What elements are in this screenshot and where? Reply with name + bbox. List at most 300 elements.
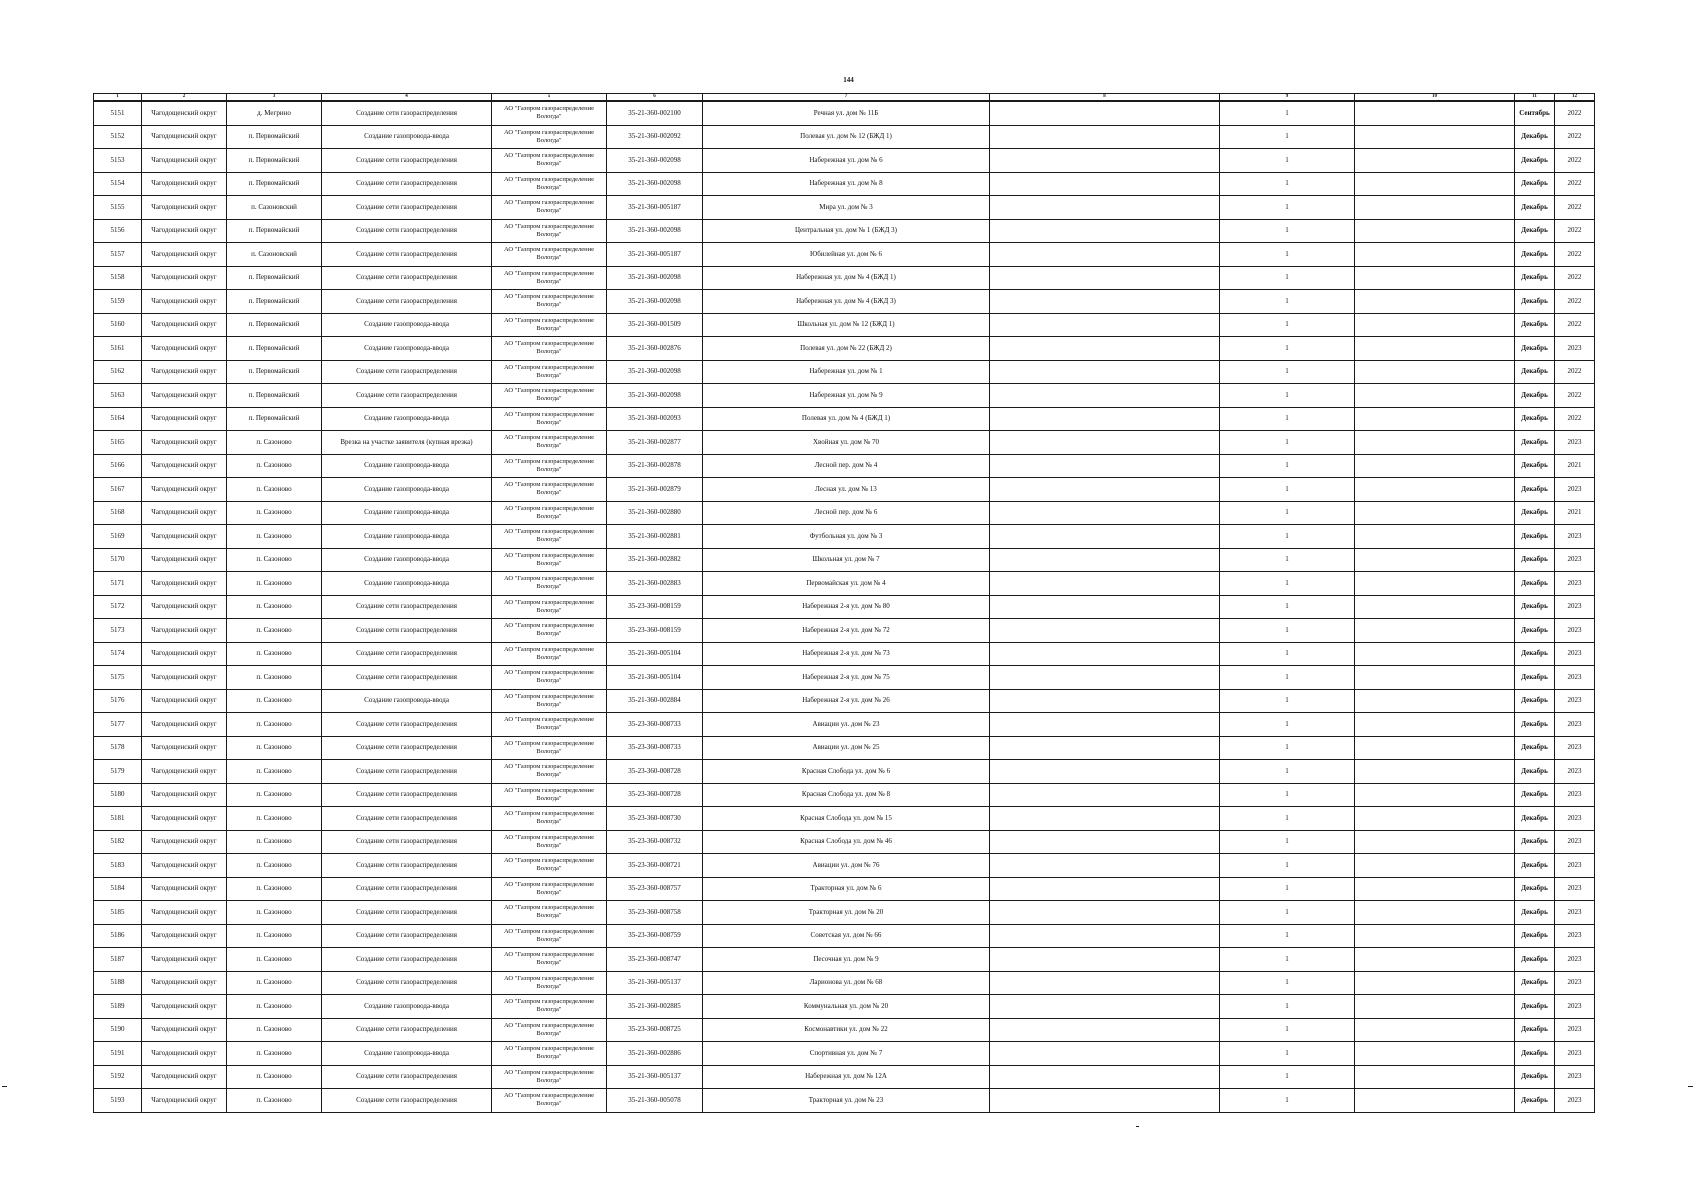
quantity-cell: 1 (1220, 1065, 1355, 1089)
column-10-cell (1355, 995, 1515, 1019)
organization-cell: АО "Газпром газораспределение Вологда" (492, 948, 607, 972)
month-cell: Декабрь (1515, 783, 1555, 807)
district-cell: Чагодощенский округ (142, 454, 227, 478)
year-cell: 2023 (1555, 478, 1595, 502)
month-cell: Декабрь (1515, 431, 1555, 455)
table-row (94, 736, 1595, 760)
row-number-cell: 5190 (94, 1018, 142, 1042)
column-number-cell: 4 (322, 94, 492, 102)
settlement-cell: п. Сазоново (227, 830, 322, 854)
code-cell: 35-21-360-002098 (607, 149, 703, 173)
code-cell: 35-23-360-008757 (607, 877, 703, 901)
district-cell: Чагодощенский округ (142, 877, 227, 901)
code-cell: 35-23-360-008758 (607, 901, 703, 925)
quantity-cell: 1 (1220, 337, 1355, 361)
column-10-cell (1355, 901, 1515, 925)
work-type-cell: Создание сети газораспределения (322, 619, 492, 643)
address-cell: Хвойная ул. дом № 70 (703, 431, 990, 455)
row-number-cell: 5159 (94, 290, 142, 314)
district-cell: Чагодощенский округ (142, 290, 227, 314)
work-type-cell: Создание сети газораспределения (322, 736, 492, 760)
organization-cell: АО "Газпром газораспределение Вологда" (492, 924, 607, 948)
year-cell: 2022 (1555, 266, 1595, 290)
month-cell: Декабрь (1515, 948, 1555, 972)
column-10-cell (1355, 478, 1515, 502)
work-type-cell: Создание сети газораспределения (322, 1018, 492, 1042)
month-cell: Декабрь (1515, 266, 1555, 290)
row-number-cell: 5177 (94, 713, 142, 737)
month-cell: Декабрь (1515, 877, 1555, 901)
month-cell: Декабрь (1515, 407, 1555, 431)
column-8-cell (990, 101, 1220, 125)
table-row (94, 971, 1595, 995)
column-10-cell (1355, 454, 1515, 478)
organization-cell: АО "Газпром газораспределение Вологда" (492, 877, 607, 901)
address-cell: Школьная ул. дом № 7 (703, 548, 990, 572)
quantity-cell: 1 (1220, 243, 1355, 267)
table-row (94, 807, 1595, 831)
column-10-cell (1355, 431, 1515, 455)
code-cell: 35-21-360-002098 (607, 219, 703, 243)
address-cell: Набережная 2-я ул. дом № 26 (703, 689, 990, 713)
row-number-cell: 5157 (94, 243, 142, 267)
district-cell: Чагодощенский округ (142, 219, 227, 243)
row-number-cell: 5163 (94, 384, 142, 408)
row-number-cell: 5178 (94, 736, 142, 760)
work-type-cell: Создание сети газораспределения (322, 243, 492, 267)
gasification-table (93, 93, 1595, 1113)
column-8-cell (990, 454, 1220, 478)
column-10-cell (1355, 948, 1515, 972)
address-cell: Авиации ул. дом № 25 (703, 736, 990, 760)
work-type-cell: Создание сети газораспределения (322, 360, 492, 384)
year-cell: 2023 (1555, 619, 1595, 643)
work-type-cell: Создание сети газораспределения (322, 172, 492, 196)
row-number-cell: 5156 (94, 219, 142, 243)
row-number-cell: 5171 (94, 572, 142, 596)
column-10-cell (1355, 572, 1515, 596)
column-8-cell (990, 689, 1220, 713)
month-cell: Декабрь (1515, 807, 1555, 831)
row-number-cell: 5184 (94, 877, 142, 901)
quantity-cell: 1 (1220, 196, 1355, 220)
quantity-cell: 1 (1220, 830, 1355, 854)
row-number-cell: 5161 (94, 337, 142, 361)
year-cell: 2023 (1555, 713, 1595, 737)
column-10-cell (1355, 407, 1515, 431)
work-type-cell: Создание сети газораспределения (322, 101, 492, 125)
quantity-cell: 1 (1220, 1042, 1355, 1066)
column-10-cell (1355, 971, 1515, 995)
quantity-cell: 1 (1220, 619, 1355, 643)
column-10-cell (1355, 760, 1515, 784)
settlement-cell: п. Сазоново (227, 971, 322, 995)
column-10-cell (1355, 290, 1515, 314)
row-number-cell: 5182 (94, 830, 142, 854)
quantity-cell: 1 (1220, 642, 1355, 666)
column-10-cell (1355, 736, 1515, 760)
settlement-cell: п. Первомайский (227, 384, 322, 408)
district-cell: Чагодощенский округ (142, 666, 227, 690)
column-8-cell (990, 713, 1220, 737)
month-cell: Декабрь (1515, 149, 1555, 173)
column-10-cell (1355, 595, 1515, 619)
table-row (94, 1018, 1595, 1042)
settlement-cell: п. Сазоново (227, 924, 322, 948)
code-cell: 35-21-360-005104 (607, 666, 703, 690)
settlement-cell: п. Сазоново (227, 689, 322, 713)
month-cell: Декабрь (1515, 713, 1555, 737)
district-cell: Чагодощенский округ (142, 619, 227, 643)
district-cell: Чагодощенский округ (142, 948, 227, 972)
district-cell: Чагодощенский округ (142, 1089, 227, 1113)
work-type-cell: Создание сети газораспределения (322, 830, 492, 854)
row-number-cell: 5174 (94, 642, 142, 666)
column-8-cell (990, 1065, 1220, 1089)
address-cell: Набережная ул. дом № 4 (БЖД 3) (703, 290, 990, 314)
table-row (94, 948, 1595, 972)
code-cell: 35-21-360-002098 (607, 290, 703, 314)
month-cell: Декабрь (1515, 196, 1555, 220)
table-row (94, 1089, 1595, 1113)
column-10-cell (1355, 525, 1515, 549)
work-type-cell: Создание сети газораспределения (322, 642, 492, 666)
code-cell: 35-21-360-002886 (607, 1042, 703, 1066)
column-10-cell (1355, 360, 1515, 384)
settlement-cell: п. Сазоново (227, 948, 322, 972)
year-cell: 2023 (1555, 760, 1595, 784)
work-type-cell: Создание сети газораспределения (322, 196, 492, 220)
code-cell: 35-21-360-002881 (607, 525, 703, 549)
quantity-cell: 1 (1220, 1089, 1355, 1113)
year-cell: 2021 (1555, 501, 1595, 525)
row-number-cell: 5186 (94, 924, 142, 948)
quantity-cell: 1 (1220, 525, 1355, 549)
work-type-cell: Создание сети газораспределения (322, 219, 492, 243)
settlement-cell: д. Мегрино (227, 101, 322, 125)
organization-cell: АО "Газпром газораспределение Вологда" (492, 736, 607, 760)
address-cell: Красная Слобода ул. дом № 8 (703, 783, 990, 807)
organization-cell: АО "Газпром газораспределение Вологда" (492, 1089, 607, 1113)
column-number-row (94, 94, 1595, 102)
settlement-cell: п. Сазоново (227, 572, 322, 596)
month-cell: Декабрь (1515, 924, 1555, 948)
code-cell: 35-23-360-008721 (607, 854, 703, 878)
table-row (94, 901, 1595, 925)
district-cell: Чагодощенский округ (142, 501, 227, 525)
row-number-cell: 5180 (94, 783, 142, 807)
district-cell: Чагодощенский округ (142, 266, 227, 290)
quantity-cell: 1 (1220, 783, 1355, 807)
district-cell: Чагодощенский округ (142, 713, 227, 737)
address-cell: Юбилейная ул. дом № 6 (703, 243, 990, 267)
column-10-cell (1355, 172, 1515, 196)
organization-cell: АО "Газпром газораспределение Вологда" (492, 901, 607, 925)
address-cell: Тракторная ул. дом № 6 (703, 877, 990, 901)
column-8-cell (990, 125, 1220, 149)
organization-cell: АО "Газпром газораспределение Вологда" (492, 595, 607, 619)
column-10-cell (1355, 807, 1515, 831)
work-type-cell: Создание сети газораспределения (322, 713, 492, 737)
quantity-cell: 1 (1220, 971, 1355, 995)
column-8-cell (990, 548, 1220, 572)
table-row (94, 877, 1595, 901)
quantity-cell: 1 (1220, 854, 1355, 878)
address-cell: Песочная ул. дом № 9 (703, 948, 990, 972)
row-number-cell: 5155 (94, 196, 142, 220)
code-cell: 35-21-360-002098 (607, 360, 703, 384)
quantity-cell: 1 (1220, 877, 1355, 901)
scan-mark-left (2, 1086, 7, 1087)
district-cell: Чагодощенский округ (142, 854, 227, 878)
table-row (94, 760, 1595, 784)
month-cell: Сентябрь (1515, 101, 1555, 125)
table-row (94, 689, 1595, 713)
address-cell: Школьная ул. дом № 12 (БЖД 1) (703, 313, 990, 337)
year-cell: 2022 (1555, 384, 1595, 408)
district-cell: Чагодощенский округ (142, 548, 227, 572)
code-cell: 35-21-360-002885 (607, 995, 703, 1019)
quantity-cell: 1 (1220, 290, 1355, 314)
month-cell: Декабрь (1515, 642, 1555, 666)
table-row (94, 854, 1595, 878)
table-row (94, 830, 1595, 854)
scan-mark-right (1688, 1086, 1693, 1087)
table-row (94, 995, 1595, 1019)
organization-cell: АО "Газпром газораспределение Вологда" (492, 642, 607, 666)
table-row (94, 360, 1595, 384)
organization-cell: АО "Газпром газораспределение Вологда" (492, 243, 607, 267)
district-cell: Чагодощенский округ (142, 901, 227, 925)
year-cell: 2022 (1555, 172, 1595, 196)
organization-cell: АО "Газпром газораспределение Вологда" (492, 149, 607, 173)
settlement-cell: п. Сазоновский (227, 243, 322, 267)
table-row (94, 525, 1595, 549)
quantity-cell: 1 (1220, 101, 1355, 125)
column-8-cell (990, 736, 1220, 760)
district-cell: Чагодощенский округ (142, 1018, 227, 1042)
settlement-cell: п. Сазоново (227, 854, 322, 878)
district-cell: Чагодощенский округ (142, 595, 227, 619)
quantity-cell: 1 (1220, 501, 1355, 525)
column-8-cell (990, 313, 1220, 337)
column-10-cell (1355, 642, 1515, 666)
settlement-cell: п. Сазоново (227, 431, 322, 455)
address-cell: Лесная ул. дом № 13 (703, 478, 990, 502)
row-number-cell: 5175 (94, 666, 142, 690)
column-10-cell (1355, 149, 1515, 173)
district-cell: Чагодощенский округ (142, 149, 227, 173)
organization-cell: АО "Газпром газораспределение Вологда" (492, 971, 607, 995)
row-number-cell: 5179 (94, 760, 142, 784)
month-cell: Декабрь (1515, 689, 1555, 713)
organization-cell: АО "Газпром газораспределение Вологда" (492, 619, 607, 643)
row-number-cell: 5191 (94, 1042, 142, 1066)
month-cell: Декабрь (1515, 360, 1555, 384)
work-type-cell: Создание сети газораспределения (322, 1065, 492, 1089)
address-cell: Авиации ул. дом № 76 (703, 854, 990, 878)
column-8-cell (990, 830, 1220, 854)
year-cell: 2023 (1555, 572, 1595, 596)
address-cell: Тракторная ул. дом № 20 (703, 901, 990, 925)
settlement-cell: п. Сазоново (227, 901, 322, 925)
settlement-cell: п. Сазоново (227, 525, 322, 549)
quantity-cell: 1 (1220, 995, 1355, 1019)
column-10-cell (1355, 1089, 1515, 1113)
code-cell: 35-21-360-002093 (607, 407, 703, 431)
address-cell: Авиации ул. дом № 23 (703, 713, 990, 737)
table-row (94, 713, 1595, 737)
district-cell: Чагодощенский округ (142, 360, 227, 384)
work-type-cell: Создание сети газораспределения (322, 384, 492, 408)
code-cell: 35-21-360-002884 (607, 689, 703, 713)
address-cell: Коммунальная ул. дом № 20 (703, 995, 990, 1019)
address-cell: Набережная ул. дом № 8 (703, 172, 990, 196)
settlement-cell: п. Сазоново (227, 501, 322, 525)
address-cell: Набережная ул. дом № 6 (703, 149, 990, 173)
work-type-cell: Создание газопровода-ввода (322, 501, 492, 525)
year-cell: 2022 (1555, 313, 1595, 337)
column-8-cell (990, 525, 1220, 549)
district-cell: Чагодощенский округ (142, 1042, 227, 1066)
district-cell: Чагодощенский округ (142, 971, 227, 995)
table-row (94, 196, 1595, 220)
code-cell: 35-23-360-008733 (607, 736, 703, 760)
column-8-cell (990, 877, 1220, 901)
month-cell: Декабрь (1515, 548, 1555, 572)
column-8-cell (990, 595, 1220, 619)
column-8-cell (990, 172, 1220, 196)
work-type-cell: Создание газопровода-ввода (322, 689, 492, 713)
quantity-cell: 1 (1220, 172, 1355, 196)
month-cell: Декабрь (1515, 125, 1555, 149)
settlement-cell: п. Сазоново (227, 807, 322, 831)
address-cell: Лесной пер. дом № 4 (703, 454, 990, 478)
settlement-cell: п. Первомайский (227, 290, 322, 314)
column-8-cell (990, 760, 1220, 784)
address-cell: Ларионова ул. дом № 68 (703, 971, 990, 995)
year-cell: 2023 (1555, 431, 1595, 455)
year-cell: 2022 (1555, 360, 1595, 384)
code-cell: 35-21-360-005104 (607, 642, 703, 666)
settlement-cell: п. Сазоново (227, 1018, 322, 1042)
column-8-cell (990, 1089, 1220, 1113)
row-number-cell: 5189 (94, 995, 142, 1019)
quantity-cell: 1 (1220, 548, 1355, 572)
settlement-cell: п. Сазоново (227, 1065, 322, 1089)
column-8-cell (990, 572, 1220, 596)
district-cell: Чагодощенский округ (142, 783, 227, 807)
month-cell: Декабрь (1515, 219, 1555, 243)
settlement-cell: п. Первомайский (227, 219, 322, 243)
work-type-cell: Создание газопровода-ввода (322, 125, 492, 149)
year-cell: 2022 (1555, 196, 1595, 220)
code-cell: 35-21-360-001509 (607, 313, 703, 337)
table-row (94, 454, 1595, 478)
address-cell: Полевая ул. дом № 12 (БЖД 1) (703, 125, 990, 149)
row-number-cell: 5152 (94, 125, 142, 149)
column-10-cell (1355, 619, 1515, 643)
month-cell: Декабрь (1515, 1018, 1555, 1042)
quantity-cell: 1 (1220, 736, 1355, 760)
year-cell: 2023 (1555, 877, 1595, 901)
code-cell: 35-21-360-002098 (607, 172, 703, 196)
quantity-cell: 1 (1220, 595, 1355, 619)
year-cell: 2023 (1555, 995, 1595, 1019)
column-8-cell (990, 948, 1220, 972)
district-cell: Чагодощенский округ (142, 243, 227, 267)
year-cell: 2023 (1555, 1018, 1595, 1042)
code-cell: 35-21-360-005187 (607, 196, 703, 220)
row-number-cell: 5173 (94, 619, 142, 643)
settlement-cell: п. Сазоново (227, 783, 322, 807)
row-number-cell: 5192 (94, 1065, 142, 1089)
table-body (94, 94, 1595, 1113)
district-cell: Чагодощенский округ (142, 736, 227, 760)
column-10-cell (1355, 713, 1515, 737)
column-10-cell (1355, 313, 1515, 337)
row-number-cell: 5164 (94, 407, 142, 431)
code-cell: 35-21-360-005078 (607, 1089, 703, 1113)
column-10-cell (1355, 501, 1515, 525)
row-number-cell: 5193 (94, 1089, 142, 1113)
code-cell: 35-21-360-002092 (607, 125, 703, 149)
table-row (94, 407, 1595, 431)
quantity-cell: 1 (1220, 901, 1355, 925)
quantity-cell: 1 (1220, 313, 1355, 337)
month-cell: Декабрь (1515, 1042, 1555, 1066)
year-cell: 2022 (1555, 101, 1595, 125)
table-row (94, 243, 1595, 267)
district-cell: Чагодощенский округ (142, 689, 227, 713)
district-cell: Чагодощенский округ (142, 830, 227, 854)
district-cell: Чагодощенский округ (142, 807, 227, 831)
work-type-cell: Создание сети газораспределения (322, 290, 492, 314)
column-8-cell (990, 196, 1220, 220)
district-cell: Чагодощенский округ (142, 337, 227, 361)
settlement-cell: п. Сазоново (227, 548, 322, 572)
year-cell: 2023 (1555, 1042, 1595, 1066)
row-number-cell: 5162 (94, 360, 142, 384)
row-number-cell: 5165 (94, 431, 142, 455)
work-type-cell: Создание сети газораспределения (322, 266, 492, 290)
address-cell: Мира ул. дом № 3 (703, 196, 990, 220)
row-number-cell: 5172 (94, 595, 142, 619)
year-cell: 2022 (1555, 219, 1595, 243)
column-8-cell (990, 478, 1220, 502)
address-cell: Набережная 2-я ул. дом № 75 (703, 666, 990, 690)
quantity-cell: 1 (1220, 431, 1355, 455)
address-cell: Набережная ул. дом № 9 (703, 384, 990, 408)
quantity-cell: 1 (1220, 572, 1355, 596)
table-row (94, 478, 1595, 502)
settlement-cell: п. Сазоново (227, 595, 322, 619)
settlement-cell: п. Сазоново (227, 1042, 322, 1066)
address-cell: Набережная ул. дом № 1 (703, 360, 990, 384)
district-cell: Чагодощенский округ (142, 313, 227, 337)
column-number-cell: 3 (227, 94, 322, 102)
code-cell: 35-21-360-002878 (607, 454, 703, 478)
work-type-cell: Создание сети газораспределения (322, 666, 492, 690)
column-number-cell: 12 (1555, 94, 1595, 102)
work-type-cell: Создание сети газораспределения (322, 760, 492, 784)
address-cell: Набережная 2-я ул. дом № 72 (703, 619, 990, 643)
work-type-cell: Создание газопровода-ввода (322, 454, 492, 478)
district-cell: Чагодощенский округ (142, 525, 227, 549)
column-8-cell (990, 1042, 1220, 1066)
year-cell: 2023 (1555, 807, 1595, 831)
table-row (94, 642, 1595, 666)
